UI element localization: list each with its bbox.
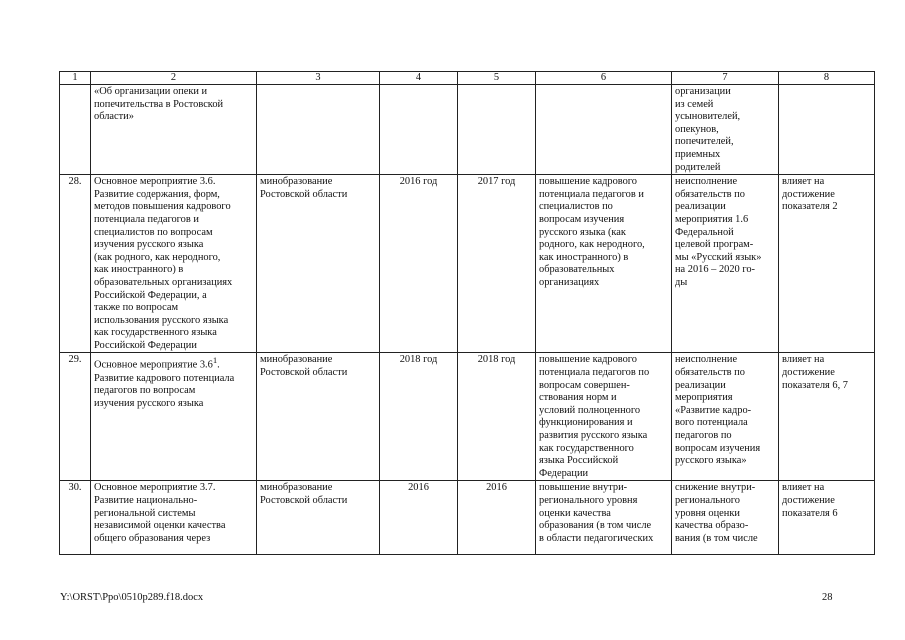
consequences-cell: неисполнение обязательств по реализации мероприятия «Развитие кадро- вого потенциала педагогов по вопросам изучения русского языка» [672,353,779,481]
end-cell: 2016 [458,481,536,555]
consequences-cell: неисполнение обязательств по реализации мероприятия 1.6 Федеральной целевой програм- мы «Русский язык» на 2016 – 2020 го- ды [672,175,779,353]
link-cell: влияет на достижение показателя 2 [779,175,875,353]
executor-cell: минобразование Ростовской области [257,481,380,555]
row-number: 28. [60,175,91,353]
header-col-7: 7 [672,72,779,85]
link-cell: влияет на достижение показателя 6, 7 [779,353,875,481]
executor-cell: минобразование Ростовской области [257,175,380,353]
header-col-3: 3 [257,72,380,85]
event-title-period: . [217,359,220,371]
event-text: Развитие кадрового потенциала педагогов по вопросам изучения русского языка [94,372,235,409]
footer-file-path: Y:\ORST\Ppo\0510p289.f18.docx [60,592,204,603]
end-cell [458,85,536,175]
row-number: 30. [60,481,91,555]
header-col-5: 5 [458,72,536,85]
header-col-6: 6 [536,72,672,85]
result-cell: повышение внутри- регионального уровня оценки качества образования (в том числе в области педагогических [536,481,672,555]
consequences-cell: организации из семей усыновителей, опекунов, попечителей, приемных родителей [672,85,779,175]
executor-cell [257,85,380,175]
end-cell: 2018 год [458,353,536,481]
page-number: 28 [822,592,833,603]
executor-cell: минобразование Ростовской области [257,353,380,481]
link-cell [779,85,875,175]
table-row [60,353,875,481]
program-table [59,71,875,555]
event-title-superscript: 1 [212,355,218,366]
start-cell: 2018 год [380,353,458,481]
start-cell: 2016 [380,481,458,555]
header-col-2: 2 [91,72,257,85]
event-cell [91,353,257,481]
header-col-8: 8 [779,72,875,85]
link-cell: влияет на достижение показателя 6 [779,481,875,555]
event-title-text: Основное мероприятие 3.6 [94,359,213,371]
result-cell: повышение кадрового потенциала педагогов по вопросам совершен- ствования норм и условий полноценного функционирования и развития русского языка как государственного языка Российской Федерации [536,353,672,481]
start-cell [380,85,458,175]
consequences-cell: снижение внутри- регионального уровня оценки качества образо- вания (в том числе [672,481,779,555]
header-col-1: 1 [60,72,91,85]
table-row [60,175,875,353]
table-row [60,481,875,555]
event-title [94,354,253,372]
event-cell: Основное мероприятие 3.7. Развитие национально- региональной системы независимой оценки качества общего образования через [91,481,257,555]
end-cell: 2017 год [458,175,536,353]
table-header-row [60,72,875,85]
result-cell [536,85,672,175]
row-number: 29. [60,353,91,481]
event-cell: Основное мероприятие 3.6. Развитие содержания, форм, методов повышения кадрового потенциала педагогов и специалистов по вопросам изучения русского языка (как родного, как неродного, как иностранного) в образовательных организациях Российской Федерации, а также по вопросам использования русского языка как государственного языка Российской Федерации [91,175,257,353]
event-cell: «Об организации опеки и попечительства в Ростовской области» [91,85,257,175]
row-number [60,85,91,175]
result-cell: повышение кадрового потенциала педагогов и специалистов по вопросам изучения русского языка (как родного, как неродного, как иностранного) в образовательных организациях [536,175,672,353]
start-cell: 2016 год [380,175,458,353]
header-col-4: 4 [380,72,458,85]
table-row [60,85,875,175]
